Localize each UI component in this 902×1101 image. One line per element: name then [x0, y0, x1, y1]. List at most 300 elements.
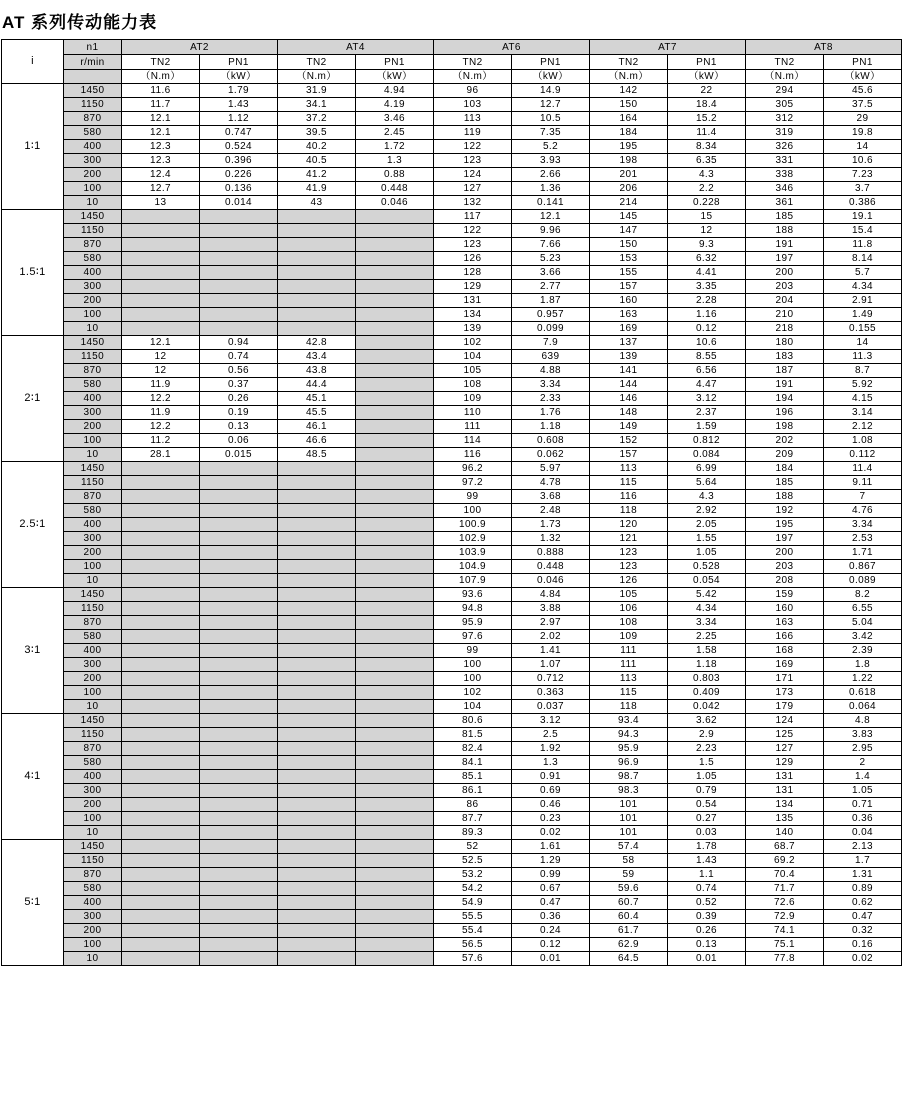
data-cell: 0.042: [668, 700, 746, 714]
data-cell: 1.92: [512, 742, 590, 756]
data-cell: 98.3: [590, 784, 668, 798]
data-cell: 0.71: [824, 798, 902, 812]
speed-value: 870: [64, 490, 122, 504]
data-cell: 2.12: [824, 420, 902, 434]
data-cell: 0.112: [824, 448, 902, 462]
data-cell: 119: [434, 126, 512, 140]
table-row: [2, 196, 902, 210]
speed-value: 100: [64, 560, 122, 574]
data-cell: [122, 266, 200, 280]
data-cell: 45.5: [278, 406, 356, 420]
header-model-at6: AT6: [434, 40, 590, 55]
data-cell: [200, 252, 278, 266]
data-cell: [122, 588, 200, 602]
data-cell: [200, 672, 278, 686]
data-cell: 12.2: [122, 420, 200, 434]
data-cell: [122, 742, 200, 756]
data-cell: [200, 812, 278, 826]
data-cell: 0.74: [200, 350, 278, 364]
data-cell: 6.32: [668, 252, 746, 266]
data-cell: [200, 238, 278, 252]
data-cell: [122, 462, 200, 476]
data-cell: 11.4: [668, 126, 746, 140]
data-cell: [122, 504, 200, 518]
data-cell: 0.69: [512, 784, 590, 798]
data-cell: 74.1: [746, 924, 824, 938]
data-cell: 191: [746, 378, 824, 392]
data-cell: [356, 266, 434, 280]
header-at6-tn2: TN2: [434, 55, 512, 70]
data-cell: [356, 504, 434, 518]
data-cell: [278, 602, 356, 616]
header-model-at4: AT4: [278, 40, 434, 55]
data-cell: [278, 826, 356, 840]
data-cell: 5.92: [824, 378, 902, 392]
data-cell: 72.9: [746, 910, 824, 924]
data-cell: [200, 588, 278, 602]
data-cell: 198: [746, 420, 824, 434]
data-cell: [278, 742, 356, 756]
data-cell: 115: [590, 686, 668, 700]
data-cell: [122, 924, 200, 938]
data-cell: 164: [590, 112, 668, 126]
data-cell: [278, 882, 356, 896]
data-cell: 200: [746, 546, 824, 560]
table-row: [2, 896, 902, 910]
data-cell: 15.2: [668, 112, 746, 126]
data-cell: [278, 588, 356, 602]
data-cell: [356, 532, 434, 546]
data-cell: 0.712: [512, 672, 590, 686]
speed-value: 300: [64, 406, 122, 420]
data-cell: 1.29: [512, 854, 590, 868]
table-row: [2, 140, 902, 154]
speed-value: 200: [64, 294, 122, 308]
data-cell: [200, 882, 278, 896]
data-cell: 86: [434, 798, 512, 812]
data-cell: [356, 756, 434, 770]
table-row: [2, 630, 902, 644]
data-cell: 326: [746, 140, 824, 154]
header-at7-tn2: TN2: [590, 55, 668, 70]
ratio-label-7: 5∶1: [2, 840, 64, 966]
data-cell: 0.16: [824, 938, 902, 952]
header-speed-n1: n1: [64, 40, 122, 55]
data-cell: 169: [590, 322, 668, 336]
table-row: [2, 588, 902, 602]
data-cell: 187: [746, 364, 824, 378]
data-cell: 62.9: [590, 938, 668, 952]
table-row: [2, 322, 902, 336]
table-row: [2, 504, 902, 518]
data-cell: 1.76: [512, 406, 590, 420]
data-cell: 101: [590, 812, 668, 826]
data-cell: 134: [746, 798, 824, 812]
speed-value: 580: [64, 630, 122, 644]
data-cell: 3.34: [668, 616, 746, 630]
data-cell: [356, 938, 434, 952]
data-cell: 0.608: [512, 434, 590, 448]
table-row: [2, 728, 902, 742]
speed-value: 400: [64, 644, 122, 658]
table-row: [2, 756, 902, 770]
data-cell: [356, 952, 434, 966]
header-at8-unit-nm: （N.m）: [746, 70, 824, 84]
data-cell: 101: [590, 826, 668, 840]
transmission-capacity-table: [1, 39, 902, 966]
data-cell: 1.59: [668, 420, 746, 434]
data-cell: 11.9: [122, 378, 200, 392]
speed-value: 1450: [64, 210, 122, 224]
data-cell: 45.6: [824, 84, 902, 98]
data-cell: [200, 756, 278, 770]
table-row: [2, 840, 902, 854]
speed-value: 400: [64, 770, 122, 784]
data-cell: 34.1: [278, 98, 356, 112]
data-cell: 4.34: [668, 602, 746, 616]
data-cell: [122, 546, 200, 560]
data-cell: 163: [746, 616, 824, 630]
data-cell: 0.36: [512, 910, 590, 924]
speed-value: 10: [64, 826, 122, 840]
data-cell: 0.448: [512, 560, 590, 574]
data-cell: 1.79: [200, 84, 278, 98]
header-at4-tn2: TN2: [278, 55, 356, 70]
data-cell: 1.87: [512, 294, 590, 308]
data-cell: 1.43: [668, 854, 746, 868]
data-cell: 194: [746, 392, 824, 406]
data-cell: [356, 854, 434, 868]
data-cell: 52: [434, 840, 512, 854]
data-cell: [122, 686, 200, 700]
data-cell: [356, 574, 434, 588]
data-cell: 195: [590, 140, 668, 154]
table-row: [2, 448, 902, 462]
data-cell: 148: [590, 406, 668, 420]
data-cell: 197: [746, 252, 824, 266]
speed-value: 200: [64, 924, 122, 938]
data-cell: 319: [746, 126, 824, 140]
data-cell: 198: [590, 154, 668, 168]
data-cell: 0.88: [356, 168, 434, 182]
data-cell: 1.18: [512, 420, 590, 434]
table-row: [2, 518, 902, 532]
data-cell: 338: [746, 168, 824, 182]
data-cell: 180: [746, 336, 824, 350]
data-cell: [200, 490, 278, 504]
data-cell: 0.386: [824, 196, 902, 210]
data-cell: [200, 504, 278, 518]
data-cell: 0.04: [824, 826, 902, 840]
data-cell: [278, 210, 356, 224]
data-cell: 72.6: [746, 896, 824, 910]
data-cell: 96.9: [590, 756, 668, 770]
data-cell: 53.2: [434, 868, 512, 882]
data-cell: [122, 728, 200, 742]
data-cell: 1.3: [512, 756, 590, 770]
speed-value: 200: [64, 798, 122, 812]
data-cell: [356, 924, 434, 938]
data-cell: [356, 210, 434, 224]
data-cell: 4.47: [668, 378, 746, 392]
data-cell: 48.5: [278, 448, 356, 462]
data-cell: 2.5: [512, 728, 590, 742]
data-cell: 37.5: [824, 98, 902, 112]
data-cell: 10.6: [824, 154, 902, 168]
data-cell: 0.062: [512, 448, 590, 462]
table-row: [2, 266, 902, 280]
data-cell: 0.089: [824, 574, 902, 588]
data-cell: [122, 714, 200, 728]
table-row: [2, 700, 902, 714]
data-cell: 55.4: [434, 924, 512, 938]
data-cell: 129: [434, 280, 512, 294]
data-cell: [122, 798, 200, 812]
data-cell: [122, 644, 200, 658]
header-at4-pn1: PN1: [356, 55, 434, 70]
data-cell: 97.6: [434, 630, 512, 644]
table-row: [2, 686, 902, 700]
data-cell: 7.23: [824, 168, 902, 182]
data-cell: 12.1: [122, 112, 200, 126]
data-cell: 8.2: [824, 588, 902, 602]
table-row: [2, 714, 902, 728]
data-cell: 3.42: [824, 630, 902, 644]
data-cell: 11.9: [122, 406, 200, 420]
data-cell: 94.3: [590, 728, 668, 742]
data-cell: [122, 322, 200, 336]
data-cell: 1.1: [668, 868, 746, 882]
data-cell: 54.9: [434, 896, 512, 910]
data-cell: 86.1: [434, 784, 512, 798]
data-cell: 121: [590, 532, 668, 546]
data-cell: 0.94: [200, 336, 278, 350]
data-cell: [356, 728, 434, 742]
speed-value: 1150: [64, 854, 122, 868]
data-cell: 12.2: [122, 392, 200, 406]
speed-value: 300: [64, 910, 122, 924]
data-cell: 141: [590, 364, 668, 378]
header-at8-tn2: TN2: [746, 55, 824, 70]
data-cell: 104.9: [434, 560, 512, 574]
data-cell: 123: [590, 546, 668, 560]
speed-value: 200: [64, 168, 122, 182]
data-cell: 146: [590, 392, 668, 406]
data-cell: 1.5: [668, 756, 746, 770]
speed-value: 870: [64, 364, 122, 378]
data-cell: 104: [434, 700, 512, 714]
data-cell: 0.32: [824, 924, 902, 938]
data-cell: 0.47: [512, 896, 590, 910]
data-cell: 1.3: [356, 154, 434, 168]
data-cell: 2.28: [668, 294, 746, 308]
data-cell: 131: [434, 294, 512, 308]
data-cell: [356, 560, 434, 574]
data-cell: 12.1: [512, 210, 590, 224]
table-row: [2, 882, 902, 896]
data-cell: 2.53: [824, 532, 902, 546]
data-cell: 0.084: [668, 448, 746, 462]
data-cell: [356, 336, 434, 350]
speed-value: 1450: [64, 714, 122, 728]
data-cell: 108: [434, 378, 512, 392]
data-cell: 1.08: [824, 434, 902, 448]
data-cell: [278, 252, 356, 266]
data-cell: [200, 308, 278, 322]
data-cell: 1.8: [824, 658, 902, 672]
data-cell: 107.9: [434, 574, 512, 588]
speed-value: 400: [64, 518, 122, 532]
ratio-label-3: 2∶1: [2, 336, 64, 462]
data-cell: 5.97: [512, 462, 590, 476]
data-cell: 105: [590, 588, 668, 602]
data-cell: 2.37: [668, 406, 746, 420]
data-cell: [200, 630, 278, 644]
data-cell: 294: [746, 84, 824, 98]
data-cell: 3.66: [512, 266, 590, 280]
data-cell: [200, 728, 278, 742]
data-cell: 109: [434, 392, 512, 406]
header-at2-unit-kw: （kW）: [200, 70, 278, 84]
data-cell: 4.84: [512, 588, 590, 602]
data-cell: 15: [668, 210, 746, 224]
data-cell: 13: [122, 196, 200, 210]
table-row: [2, 784, 902, 798]
data-cell: 99: [434, 490, 512, 504]
data-cell: 144: [590, 378, 668, 392]
table-header-models: [2, 40, 902, 55]
data-cell: [278, 910, 356, 924]
header-at6-pn1: PN1: [512, 55, 590, 70]
speed-value: 580: [64, 882, 122, 896]
speed-value: 1150: [64, 98, 122, 112]
table-row: [2, 462, 902, 476]
data-cell: 12.3: [122, 154, 200, 168]
data-cell: 12.7: [122, 182, 200, 196]
data-cell: 134: [434, 308, 512, 322]
data-cell: 0.89: [824, 882, 902, 896]
table-row: [2, 560, 902, 574]
data-cell: 95.9: [434, 616, 512, 630]
data-cell: 0.064: [824, 700, 902, 714]
header-speed-unit: r/min: [64, 55, 122, 70]
data-cell: 58: [590, 854, 668, 868]
data-cell: [122, 532, 200, 546]
data-cell: 150: [590, 238, 668, 252]
data-cell: 6.35: [668, 154, 746, 168]
data-cell: 123: [434, 154, 512, 168]
data-cell: 22: [668, 84, 746, 98]
data-cell: 87.7: [434, 812, 512, 826]
data-cell: 0.448: [356, 182, 434, 196]
data-cell: 96: [434, 84, 512, 98]
speed-value: 1150: [64, 728, 122, 742]
data-cell: 1.4: [824, 770, 902, 784]
header-ratio: i: [2, 40, 64, 84]
data-cell: [200, 532, 278, 546]
table-row: [2, 910, 902, 924]
data-cell: 57.6: [434, 952, 512, 966]
data-cell: 0.24: [512, 924, 590, 938]
data-cell: 3.34: [824, 518, 902, 532]
data-cell: 0.62: [824, 896, 902, 910]
data-cell: [356, 364, 434, 378]
data-cell: 149: [590, 420, 668, 434]
data-cell: 61.7: [590, 924, 668, 938]
header-speed-blank: [64, 70, 122, 84]
data-cell: 131: [746, 770, 824, 784]
data-cell: [122, 280, 200, 294]
data-cell: 43: [278, 196, 356, 210]
data-cell: 2.97: [512, 616, 590, 630]
data-cell: 0.13: [668, 938, 746, 952]
data-cell: [356, 826, 434, 840]
data-cell: 185: [746, 476, 824, 490]
data-cell: [122, 574, 200, 588]
data-cell: 122: [434, 224, 512, 238]
data-cell: 2.2: [668, 182, 746, 196]
data-cell: 2: [824, 756, 902, 770]
page-title: AT 系列传动能力表: [2, 13, 158, 32]
data-cell: 1.7: [824, 854, 902, 868]
data-cell: 0.524: [200, 140, 278, 154]
data-cell: 188: [746, 224, 824, 238]
data-cell: 0.046: [512, 574, 590, 588]
data-cell: 0.015: [200, 448, 278, 462]
speed-value: 580: [64, 378, 122, 392]
data-cell: [278, 798, 356, 812]
data-cell: [356, 420, 434, 434]
data-cell: 9.96: [512, 224, 590, 238]
data-cell: [356, 686, 434, 700]
speed-value: 10: [64, 952, 122, 966]
data-cell: 0.226: [200, 168, 278, 182]
data-cell: 0.618: [824, 686, 902, 700]
data-cell: 28.1: [122, 448, 200, 462]
speed-value: 300: [64, 658, 122, 672]
table-row: [2, 798, 902, 812]
data-cell: 60.7: [590, 896, 668, 910]
data-cell: 2.9: [668, 728, 746, 742]
data-cell: 1.05: [824, 784, 902, 798]
data-cell: [356, 546, 434, 560]
data-cell: [278, 896, 356, 910]
data-cell: [356, 812, 434, 826]
data-cell: 4.19: [356, 98, 434, 112]
data-cell: 4.15: [824, 392, 902, 406]
data-cell: 0.37: [200, 378, 278, 392]
data-cell: [200, 770, 278, 784]
data-cell: 166: [746, 630, 824, 644]
table-row: [2, 476, 902, 490]
data-cell: [278, 504, 356, 518]
table-row: [2, 210, 902, 224]
data-cell: [122, 854, 200, 868]
data-cell: [356, 868, 434, 882]
data-cell: 209: [746, 448, 824, 462]
table-row: [2, 224, 902, 238]
speed-value: 10: [64, 196, 122, 210]
data-cell: 1.43: [200, 98, 278, 112]
data-cell: [356, 616, 434, 630]
data-cell: [122, 476, 200, 490]
data-cell: [278, 560, 356, 574]
data-cell: 195: [746, 518, 824, 532]
header-at2-unit-nm: （N.m）: [122, 70, 200, 84]
data-cell: 8.55: [668, 350, 746, 364]
data-cell: [356, 588, 434, 602]
data-cell: 124: [434, 168, 512, 182]
